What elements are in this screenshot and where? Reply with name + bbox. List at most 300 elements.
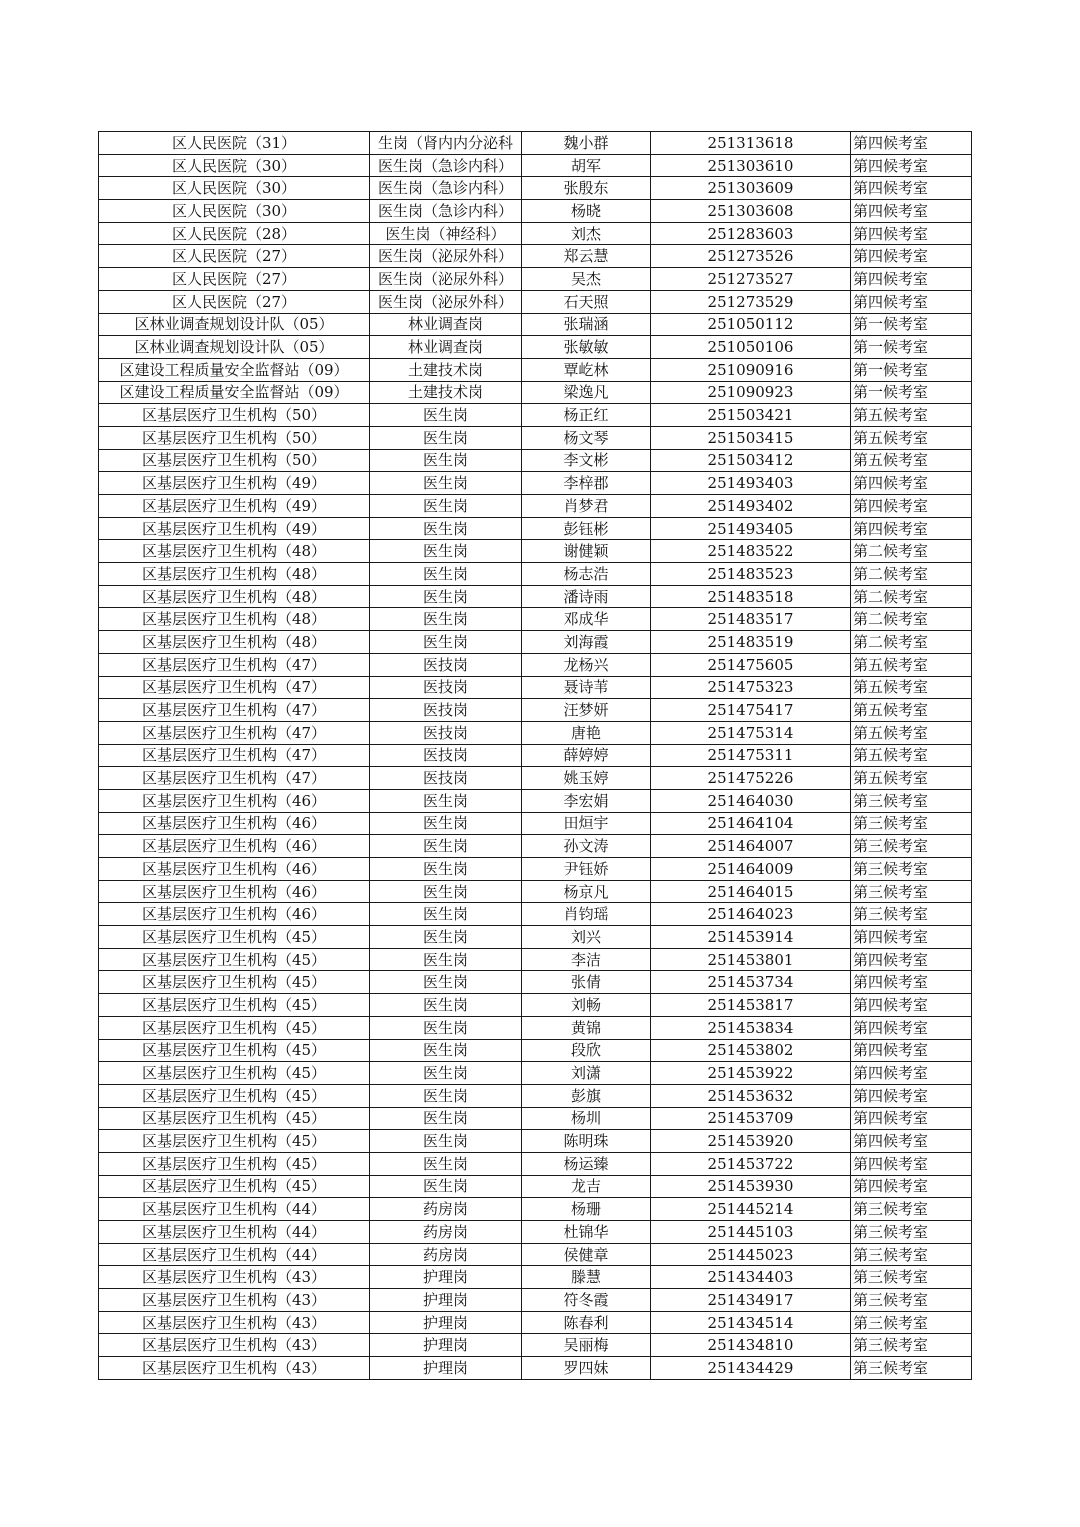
unit-cell: 区基层医疗卫生机构（43） [99,1289,370,1312]
table-row [99,835,972,858]
position-cell: 医生岗 [370,472,522,495]
position-cell: 医生岗 [370,1084,522,1107]
position-cell: 医生岗 [370,971,522,994]
unit-cell: 区人民医院（30） [99,154,370,177]
unit-cell: 区人民医院（30） [99,177,370,200]
name-cell: 李文彬 [522,449,651,472]
name-cell: 肖钧瑶 [522,903,651,926]
waiting-room-cell: 第四候考室 [851,245,972,268]
exam-number-cell: 251475605 [651,653,851,676]
table-row [99,608,972,631]
exam-number-cell: 251493405 [651,517,851,540]
position-cell: 医技岗 [370,767,522,790]
table-row [99,1266,972,1289]
table-row [99,517,972,540]
exam-number-cell: 251090916 [651,358,851,381]
unit-cell: 区人民医院（27） [99,290,370,313]
table-row [99,948,972,971]
position-cell: 医技岗 [370,653,522,676]
waiting-room-cell: 第四候考室 [851,290,972,313]
waiting-room-cell: 第二候考室 [851,608,972,631]
waiting-room-cell: 第五候考室 [851,449,972,472]
waiting-room-cell: 第三候考室 [851,1243,972,1266]
name-cell: 段欣 [522,1039,651,1062]
name-cell: 彭钰彬 [522,517,651,540]
exam-number-cell: 251475314 [651,721,851,744]
waiting-room-cell: 第三候考室 [851,1221,972,1244]
exam-number-cell: 251453722 [651,1152,851,1175]
table-row [99,1357,972,1380]
unit-cell: 区基层医疗卫生机构（49） [99,472,370,495]
exam-number-cell: 251453734 [651,971,851,994]
position-cell: 医生岗 [370,1016,522,1039]
unit-cell: 区基层医疗卫生机构（47） [99,767,370,790]
exam-number-cell: 251453632 [651,1084,851,1107]
table-row [99,1107,972,1130]
exam-number-cell: 251050112 [651,313,851,336]
exam-number-cell: 251303609 [651,177,851,200]
position-cell: 药房岗 [370,1221,522,1244]
table-row [99,336,972,359]
position-cell: 医生岗（急诊内科） [370,177,522,200]
table-row [99,268,972,291]
exam-number-cell: 251303608 [651,200,851,223]
position-cell: 药房岗 [370,1198,522,1221]
table-row [99,721,972,744]
table-row [99,631,972,654]
exam-number-cell: 251464007 [651,835,851,858]
waiting-room-cell: 第四候考室 [851,1016,972,1039]
waiting-room-cell: 第五候考室 [851,767,972,790]
name-cell: 杨运臻 [522,1152,651,1175]
waiting-room-cell: 第二候考室 [851,540,972,563]
name-cell: 孙文涛 [522,835,651,858]
unit-cell: 区基层医疗卫生机构（45） [99,1016,370,1039]
unit-cell: 区基层医疗卫生机构（46） [99,880,370,903]
waiting-room-cell: 第四候考室 [851,1152,972,1175]
exam-number-cell: 251313618 [651,132,851,155]
position-cell: 医生岗 [370,835,522,858]
exam-number-cell: 251453709 [651,1107,851,1130]
exam-number-cell: 251453930 [651,1175,851,1198]
position-cell: 医技岗 [370,699,522,722]
table-row [99,1198,972,1221]
position-cell: 护理岗 [370,1311,522,1334]
exam-number-cell: 251445023 [651,1243,851,1266]
unit-cell: 区基层医疗卫生机构（44） [99,1243,370,1266]
table-row [99,381,972,404]
unit-cell: 区基层医疗卫生机构（45） [99,1062,370,1085]
table-row [99,812,972,835]
exam-number-cell: 251445214 [651,1198,851,1221]
waiting-room-cell: 第四候考室 [851,268,972,291]
waiting-room-cell: 第三候考室 [851,1289,972,1312]
unit-cell: 区基层医疗卫生机构（48） [99,540,370,563]
exam-number-cell: 251434403 [651,1266,851,1289]
unit-cell: 区基层医疗卫生机构（45） [99,1175,370,1198]
exam-number-cell: 251453834 [651,1016,851,1039]
exam-number-cell: 251475226 [651,767,851,790]
unit-cell: 区基层医疗卫生机构（45） [99,1130,370,1153]
table-row [99,1152,972,1175]
exam-number-cell: 251273526 [651,245,851,268]
name-cell: 龙杨兴 [522,653,651,676]
name-cell: 龙吉 [522,1175,651,1198]
unit-cell: 区基层医疗卫生机构（45） [99,1039,370,1062]
name-cell: 田烜宇 [522,812,651,835]
waiting-room-cell: 第一候考室 [851,381,972,404]
position-cell: 医技岗 [370,744,522,767]
unit-cell: 区基层医疗卫生机构（45） [99,1084,370,1107]
waiting-room-cell: 第四候考室 [851,222,972,245]
name-cell: 陈春利 [522,1311,651,1334]
position-cell: 医生岗 [370,926,522,949]
waiting-room-cell: 第四候考室 [851,1175,972,1198]
exam-number-cell: 251475323 [651,676,851,699]
unit-cell: 区基层医疗卫生机构（46） [99,835,370,858]
waiting-room-cell: 第四候考室 [851,1084,972,1107]
waiting-room-cell: 第四候考室 [851,177,972,200]
position-cell: 医生岗 [370,994,522,1017]
name-cell: 杨正红 [522,404,651,427]
position-cell: 医生岗（急诊内科） [370,154,522,177]
unit-cell: 区基层医疗卫生机构（45） [99,971,370,994]
unit-cell: 区基层医疗卫生机构（47） [99,653,370,676]
table-row [99,540,972,563]
waiting-room-cell: 第四候考室 [851,1062,972,1085]
table-row [99,1289,972,1312]
name-cell: 陈明珠 [522,1130,651,1153]
name-cell: 覃屹林 [522,358,651,381]
position-cell: 医生岗 [370,631,522,654]
name-cell: 杨圳 [522,1107,651,1130]
table-row [99,585,972,608]
name-cell: 汪梦妍 [522,699,651,722]
waiting-room-cell: 第五候考室 [851,721,972,744]
exam-number-cell: 251483523 [651,563,851,586]
waiting-room-cell: 第三候考室 [851,812,972,835]
name-cell: 石天照 [522,290,651,313]
waiting-room-cell: 第四候考室 [851,994,972,1017]
waiting-room-cell: 第一候考室 [851,313,972,336]
name-cell: 刘潇 [522,1062,651,1085]
table-row [99,1016,972,1039]
table-row [99,472,972,495]
unit-cell: 区基层医疗卫生机构（46） [99,789,370,812]
exam-number-cell: 251483518 [651,585,851,608]
unit-cell: 区建设工程质量安全监督站（09） [99,381,370,404]
position-cell: 医生岗 [370,1152,522,1175]
exam-number-cell: 251464030 [651,789,851,812]
table-row [99,1221,972,1244]
waiting-room-cell: 第三候考室 [851,1334,972,1357]
table-row [99,676,972,699]
name-cell: 肖梦君 [522,495,651,518]
table-row [99,200,972,223]
name-cell: 刘海霞 [522,631,651,654]
table-row [99,449,972,472]
name-cell: 张敏敏 [522,336,651,359]
table-row [99,744,972,767]
name-cell: 吴丽梅 [522,1334,651,1357]
position-cell: 医生岗（神经科） [370,222,522,245]
position-cell: 医生岗 [370,903,522,926]
table-row [99,177,972,200]
name-cell: 郑云慧 [522,245,651,268]
name-cell: 张瑞涵 [522,313,651,336]
table-row [99,132,972,155]
waiting-room-cell: 第一候考室 [851,336,972,359]
name-cell: 聂诗苇 [522,676,651,699]
position-cell: 医生岗 [370,404,522,427]
table-row [99,926,972,949]
waiting-room-cell: 第三候考室 [851,1198,972,1221]
position-cell: 医生岗 [370,495,522,518]
name-cell: 李洁 [522,948,651,971]
name-cell: 张倩 [522,971,651,994]
name-cell: 唐艳 [522,721,651,744]
table-row [99,1334,972,1357]
position-cell: 医生岗 [370,948,522,971]
exam-number-cell: 251453920 [651,1130,851,1153]
exam-number-cell: 251283603 [651,222,851,245]
position-cell: 护理岗 [370,1334,522,1357]
name-cell: 李宏娟 [522,789,651,812]
position-cell: 医技岗 [370,676,522,699]
exam-number-cell: 251434917 [651,1289,851,1312]
exam-number-cell: 251453922 [651,1062,851,1085]
unit-cell: 区人民医院（27） [99,268,370,291]
waiting-room-cell: 第五候考室 [851,699,972,722]
exam-number-cell: 251464015 [651,880,851,903]
unit-cell: 区基层医疗卫生机构（45） [99,926,370,949]
exam-number-cell: 251464009 [651,858,851,881]
exam-number-cell: 251453802 [651,1039,851,1062]
exam-number-cell: 251475311 [651,744,851,767]
waiting-room-cell: 第四候考室 [851,971,972,994]
unit-cell: 区基层医疗卫生机构（50） [99,426,370,449]
unit-cell: 区基层医疗卫生机构（44） [99,1221,370,1244]
position-cell: 医生岗 [370,858,522,881]
waiting-room-cell: 第三候考室 [851,1311,972,1334]
name-cell: 滕慧 [522,1266,651,1289]
unit-cell: 区基层医疗卫生机构（49） [99,495,370,518]
position-cell: 医生岗 [370,812,522,835]
waiting-room-cell: 第三候考室 [851,1266,972,1289]
position-cell: 医生岗 [370,1107,522,1130]
unit-cell: 区人民医院（28） [99,222,370,245]
name-cell: 符冬霞 [522,1289,651,1312]
waiting-room-cell: 第三候考室 [851,903,972,926]
waiting-room-cell: 第五候考室 [851,426,972,449]
table-row [99,1039,972,1062]
table-row [99,789,972,812]
waiting-room-cell: 第二候考室 [851,563,972,586]
name-cell: 杨志浩 [522,563,651,586]
table-row [99,1062,972,1085]
table-row [99,154,972,177]
position-cell: 医生岗 [370,1039,522,1062]
waiting-room-cell: 第二候考室 [851,631,972,654]
exam-number-cell: 251483522 [651,540,851,563]
unit-cell: 区基层医疗卫生机构（45） [99,1152,370,1175]
unit-cell: 区基层医疗卫生机构（46） [99,812,370,835]
exam-number-cell: 251493402 [651,495,851,518]
unit-cell: 区基层医疗卫生机构（49） [99,517,370,540]
unit-cell: 区基层医疗卫生机构（44） [99,1198,370,1221]
unit-cell: 区人民医院（27） [99,245,370,268]
unit-cell: 区基层医疗卫生机构（48） [99,631,370,654]
position-cell: 医生岗 [370,540,522,563]
waiting-room-cell: 第四候考室 [851,472,972,495]
unit-cell: 区基层医疗卫生机构（50） [99,404,370,427]
waiting-room-cell: 第四候考室 [851,132,972,155]
waiting-room-cell: 第三候考室 [851,858,972,881]
name-cell: 吴杰 [522,268,651,291]
exam-number-cell: 251453801 [651,948,851,971]
name-cell: 黄锦 [522,1016,651,1039]
name-cell: 胡军 [522,154,651,177]
unit-cell: 区基层医疗卫生机构（47） [99,744,370,767]
unit-cell: 区建设工程质量安全监督站（09） [99,358,370,381]
waiting-room-cell: 第一候考室 [851,358,972,381]
exam-number-cell: 251303610 [651,154,851,177]
position-cell: 医生岗（急诊内科） [370,200,522,223]
name-cell: 杜锦华 [522,1221,651,1244]
unit-cell: 区基层医疗卫生机构（47） [99,676,370,699]
table-row [99,358,972,381]
unit-cell: 区林业调查规划设计队（05） [99,336,370,359]
unit-cell: 区基层医疗卫生机构（43） [99,1357,370,1380]
waiting-room-cell: 第四候考室 [851,200,972,223]
name-cell: 杨文琴 [522,426,651,449]
position-cell: 医生岗 [370,789,522,812]
position-cell: 护理岗 [370,1289,522,1312]
position-cell: 土建技术岗 [370,381,522,404]
name-cell: 侯健章 [522,1243,651,1266]
unit-cell: 区基层医疗卫生机构（45） [99,948,370,971]
position-cell: 医生岗 [370,1130,522,1153]
position-cell: 药房岗 [370,1243,522,1266]
waiting-room-cell: 第五候考室 [851,653,972,676]
exam-number-cell: 251453914 [651,926,851,949]
waiting-room-cell: 第四候考室 [851,926,972,949]
table-row [99,971,972,994]
waiting-room-cell: 第三候考室 [851,880,972,903]
exam-number-cell: 251445103 [651,1221,851,1244]
waiting-room-cell: 第三候考室 [851,789,972,812]
exam-number-cell: 251273529 [651,290,851,313]
table-row [99,1130,972,1153]
waiting-room-cell: 第五候考室 [851,404,972,427]
unit-cell: 区基层医疗卫生机构（43） [99,1334,370,1357]
name-cell: 薛婷婷 [522,744,651,767]
table-row [99,858,972,881]
waiting-room-cell: 第二候考室 [851,585,972,608]
name-cell: 杨京凡 [522,880,651,903]
waiting-room-cell: 第四候考室 [851,1039,972,1062]
position-cell: 医生岗 [370,585,522,608]
exam-number-cell: 251090923 [651,381,851,404]
candidate-table [98,131,972,1380]
name-cell: 刘畅 [522,994,651,1017]
unit-cell: 区基层医疗卫生机构（46） [99,903,370,926]
position-cell: 护理岗 [370,1357,522,1380]
name-cell: 罗四妹 [522,1357,651,1380]
unit-cell: 区基层医疗卫生机构（45） [99,994,370,1017]
name-cell: 刘杰 [522,222,651,245]
position-cell: 医生岗（泌尿外科） [370,290,522,313]
exam-number-cell: 251464104 [651,812,851,835]
position-cell: 林业调查岗 [370,336,522,359]
waiting-room-cell: 第四候考室 [851,1107,972,1130]
exam-number-cell: 251503412 [651,449,851,472]
exam-number-cell: 251475417 [651,699,851,722]
position-cell: 医生岗 [370,426,522,449]
exam-number-cell: 251434429 [651,1357,851,1380]
position-cell: 医生岗 [370,880,522,903]
table-row [99,290,972,313]
table-row [99,880,972,903]
exam-number-cell: 251464023 [651,903,851,926]
table-row [99,245,972,268]
unit-cell: 区基层医疗卫生机构（48） [99,585,370,608]
name-cell: 梁逸凡 [522,381,651,404]
exam-number-cell: 251050106 [651,336,851,359]
waiting-room-cell: 第四候考室 [851,517,972,540]
unit-cell: 区基层医疗卫生机构（45） [99,1107,370,1130]
name-cell: 邓成华 [522,608,651,631]
table-row [99,1084,972,1107]
position-cell: 医生岗 [370,1062,522,1085]
position-cell: 医生岗 [370,449,522,472]
position-cell: 医生岗 [370,563,522,586]
name-cell: 张殷东 [522,177,651,200]
name-cell: 姚玉婷 [522,767,651,790]
name-cell: 魏小群 [522,132,651,155]
exam-number-cell: 251434810 [651,1334,851,1357]
name-cell: 杨晓 [522,200,651,223]
position-cell: 生岗（肾内内分泌科 [370,132,522,155]
table-row [99,495,972,518]
exam-number-cell: 251434514 [651,1311,851,1334]
table-row [99,563,972,586]
name-cell: 彭旗 [522,1084,651,1107]
table-row [99,1243,972,1266]
waiting-room-cell: 第三候考室 [851,835,972,858]
waiting-room-cell: 第三候考室 [851,1357,972,1380]
unit-cell: 区基层医疗卫生机构（48） [99,608,370,631]
exam-number-cell: 251483519 [651,631,851,654]
waiting-room-cell: 第四候考室 [851,1130,972,1153]
name-cell: 李梓郡 [522,472,651,495]
waiting-room-cell: 第四候考室 [851,154,972,177]
name-cell: 杨珊 [522,1198,651,1221]
exam-number-cell: 251503415 [651,426,851,449]
waiting-room-cell: 第四候考室 [851,948,972,971]
waiting-room-cell: 第四候考室 [851,495,972,518]
position-cell: 医生岗（泌尿外科） [370,268,522,291]
unit-cell: 区林业调查规划设计队（05） [99,313,370,336]
unit-cell: 区基层医疗卫生机构（47） [99,721,370,744]
table-row [99,699,972,722]
exam-number-cell: 251493403 [651,472,851,495]
name-cell: 尹钰娇 [522,858,651,881]
position-cell: 医生岗 [370,517,522,540]
candidate-table-body [99,132,972,1380]
unit-cell: 区基层医疗卫生机构（50） [99,449,370,472]
name-cell: 谢健颖 [522,540,651,563]
